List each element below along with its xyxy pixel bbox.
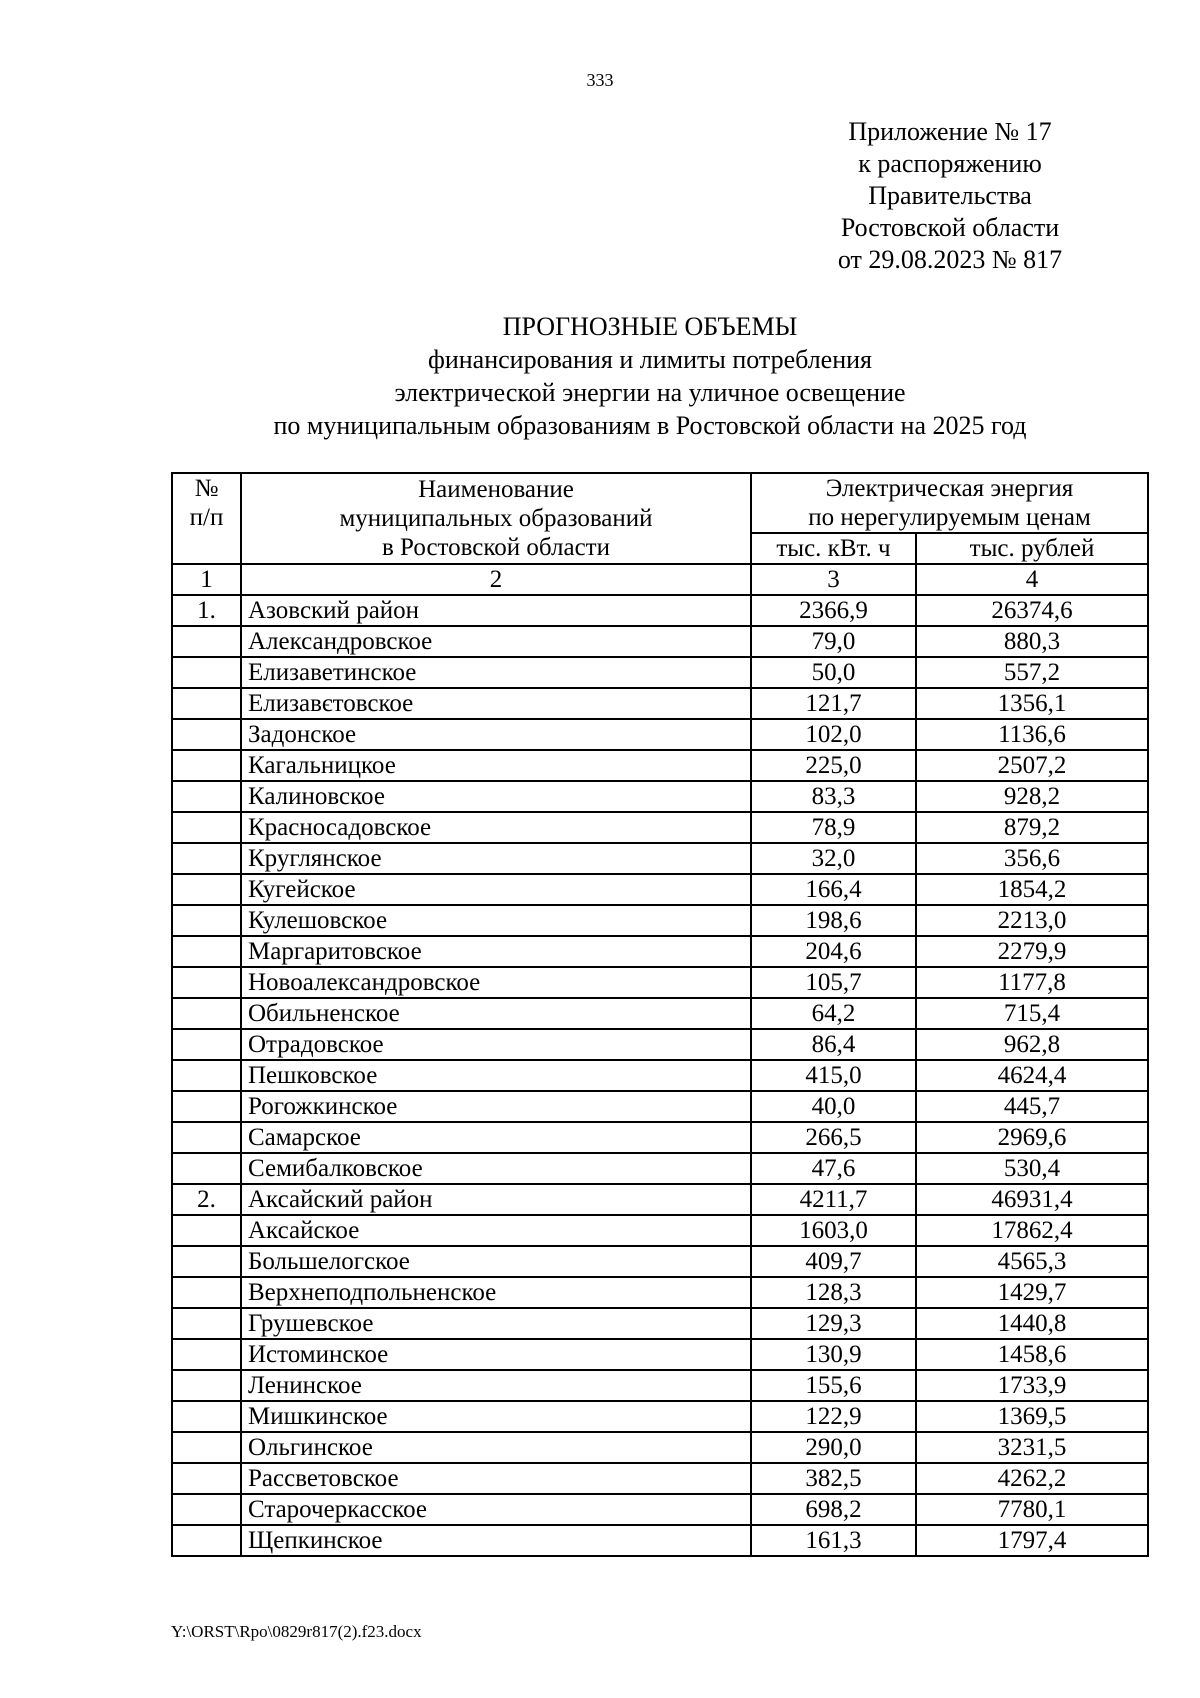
row-kwh: 83,3 bbox=[751, 781, 916, 812]
row-kwh: 122,9 bbox=[751, 1401, 916, 1432]
title-subline: финансирования и лимиты потребления bbox=[427, 345, 873, 374]
row-rub: 880,3 bbox=[916, 626, 1148, 657]
row-kwh: 128,3 bbox=[751, 1277, 916, 1308]
row-number bbox=[172, 1060, 241, 1091]
row-name: Старочеркасское bbox=[241, 1494, 751, 1525]
row-kwh: 40,0 bbox=[751, 1091, 916, 1122]
row-kwh: 698,2 bbox=[751, 1494, 916, 1525]
row-number bbox=[172, 781, 241, 812]
row-name: Рассветовское bbox=[241, 1463, 751, 1494]
row-kwh: 1603,0 bbox=[751, 1215, 916, 1246]
table-row bbox=[172, 1122, 1148, 1153]
row-kwh: 105,7 bbox=[751, 967, 916, 998]
row-kwh: 382,5 bbox=[751, 1463, 916, 1494]
header-num: № п/п bbox=[172, 473, 241, 564]
row-name: Щепкинское bbox=[241, 1525, 751, 1556]
header-kwh: тыс. кВт. ч bbox=[751, 533, 916, 564]
page-number: 333 bbox=[586, 70, 614, 90]
row-kwh: 129,3 bbox=[751, 1308, 916, 1339]
row-rub: 1356,1 bbox=[916, 688, 1148, 719]
row-name: Елизавєтовское bbox=[241, 688, 751, 719]
row-kwh: 198,6 bbox=[751, 905, 916, 936]
row-name: Круглянское bbox=[241, 843, 751, 874]
row-number bbox=[172, 750, 241, 781]
row-kwh: 130,9 bbox=[751, 1339, 916, 1370]
row-kwh: 121,7 bbox=[751, 688, 916, 719]
row-rub: 1440,8 bbox=[916, 1308, 1148, 1339]
table-row bbox=[172, 657, 1148, 688]
row-number bbox=[172, 1463, 241, 1494]
row-number bbox=[172, 1370, 241, 1401]
row-name: Ленинское bbox=[241, 1370, 751, 1401]
row-kwh: 64,2 bbox=[751, 998, 916, 1029]
appendix-line: к распоряжению bbox=[858, 149, 1042, 178]
row-number: 1. bbox=[172, 595, 241, 626]
table-row bbox=[172, 781, 1148, 812]
table-row bbox=[172, 1153, 1148, 1184]
table-row bbox=[172, 1091, 1148, 1122]
table-row bbox=[172, 1029, 1148, 1060]
table-row bbox=[172, 812, 1148, 843]
table-row bbox=[172, 595, 1148, 626]
row-kwh: 204,6 bbox=[751, 936, 916, 967]
header-name: Наименование муниципальных образований в Ростовской области bbox=[241, 473, 751, 564]
row-number bbox=[172, 1215, 241, 1246]
row-name: Новоалександровское bbox=[241, 967, 751, 998]
table-row bbox=[172, 1401, 1148, 1432]
row-rub: 1136,6 bbox=[916, 719, 1148, 750]
table-row bbox=[172, 843, 1148, 874]
row-name: Большелогское bbox=[241, 1246, 751, 1277]
appendix-line: Правительства bbox=[868, 181, 1032, 210]
table-row bbox=[172, 719, 1148, 750]
table-row bbox=[172, 1432, 1148, 1463]
row-number bbox=[172, 843, 241, 874]
row-rub: 2213,0 bbox=[916, 905, 1148, 936]
title-subline: по муниципальным образованиям в Ростовской области на 2025 год bbox=[273, 411, 1027, 440]
row-number bbox=[172, 626, 241, 657]
appendix-line: Приложение № 17 bbox=[848, 117, 1052, 146]
header-energy: Электрическая энергия по нерегулируемым ценам bbox=[751, 473, 1148, 533]
row-kwh: 102,0 bbox=[751, 719, 916, 750]
row-rub: 2969,6 bbox=[916, 1122, 1148, 1153]
title-main: ПРОГНОЗНЫЕ ОБЪЕМЫ bbox=[502, 312, 798, 341]
row-rub: 26374,6 bbox=[916, 595, 1148, 626]
row-name: Рогожкинское bbox=[241, 1091, 751, 1122]
row-number bbox=[172, 1308, 241, 1339]
row-kwh: 50,0 bbox=[751, 657, 916, 688]
table-row bbox=[172, 1494, 1148, 1525]
row-rub: 4565,3 bbox=[916, 1246, 1148, 1277]
row-number bbox=[172, 1525, 241, 1556]
row-number bbox=[172, 1122, 241, 1153]
row-rub: 4262,2 bbox=[916, 1463, 1148, 1494]
row-rub: 356,6 bbox=[916, 843, 1148, 874]
row-rub: 962,8 bbox=[916, 1029, 1148, 1060]
row-kwh: 415,0 bbox=[751, 1060, 916, 1091]
row-number bbox=[172, 1432, 241, 1463]
row-name: Кулешовское bbox=[241, 905, 751, 936]
row-name: Мишкинское bbox=[241, 1401, 751, 1432]
row-rub: 4624,4 bbox=[916, 1060, 1148, 1091]
col-number: 1 bbox=[172, 564, 241, 595]
row-number bbox=[172, 874, 241, 905]
row-number: 2. bbox=[172, 1184, 241, 1215]
row-number bbox=[172, 998, 241, 1029]
row-number bbox=[172, 688, 241, 719]
row-rub: 1854,2 bbox=[916, 874, 1148, 905]
row-kwh: 166,4 bbox=[751, 874, 916, 905]
row-rub: 879,2 bbox=[916, 812, 1148, 843]
table-row bbox=[172, 1308, 1148, 1339]
row-name: Истоминское bbox=[241, 1339, 751, 1370]
row-name: Кугейское bbox=[241, 874, 751, 905]
row-number bbox=[172, 1029, 241, 1060]
table-row bbox=[172, 1060, 1148, 1091]
row-rub: 715,4 bbox=[916, 998, 1148, 1029]
row-name: Азовский район bbox=[241, 595, 751, 626]
row-name: Аксайское bbox=[241, 1215, 751, 1246]
header-rub: тыс. рублей bbox=[916, 533, 1148, 564]
row-kwh: 2366,9 bbox=[751, 595, 916, 626]
row-name: Елизаветинское bbox=[241, 657, 751, 688]
table-row bbox=[172, 1370, 1148, 1401]
row-rub: 557,2 bbox=[916, 657, 1148, 688]
row-rub: 1177,8 bbox=[916, 967, 1148, 998]
row-rub: 1797,4 bbox=[916, 1525, 1148, 1556]
appendix-block bbox=[820, 116, 1080, 276]
document-title bbox=[160, 310, 1140, 442]
row-kwh: 4211,7 bbox=[751, 1184, 916, 1215]
row-name: Грушевское bbox=[241, 1308, 751, 1339]
row-name: Задонское bbox=[241, 719, 751, 750]
row-name: Маргаритовское bbox=[241, 936, 751, 967]
row-name: Красносадовское bbox=[241, 812, 751, 843]
row-rub: 3231,5 bbox=[916, 1432, 1148, 1463]
row-rub: 7780,1 bbox=[916, 1494, 1148, 1525]
row-kwh: 290,0 bbox=[751, 1432, 916, 1463]
row-number bbox=[172, 719, 241, 750]
row-kwh: 32,0 bbox=[751, 843, 916, 874]
row-rub: 17862,4 bbox=[916, 1215, 1148, 1246]
row-name: Кагальницкое bbox=[241, 750, 751, 781]
row-number bbox=[172, 657, 241, 688]
row-number bbox=[172, 1339, 241, 1370]
row-kwh: 266,5 bbox=[751, 1122, 916, 1153]
table-row bbox=[172, 1339, 1148, 1370]
row-number bbox=[172, 936, 241, 967]
table-row bbox=[172, 936, 1148, 967]
table-row bbox=[172, 1246, 1148, 1277]
row-name: Семибалковское bbox=[241, 1153, 751, 1184]
table-row bbox=[172, 688, 1148, 719]
row-rub: 1458,6 bbox=[916, 1339, 1148, 1370]
row-number bbox=[172, 1091, 241, 1122]
row-rub: 1369,5 bbox=[916, 1401, 1148, 1432]
col-number: 2 bbox=[241, 564, 751, 595]
row-kwh: 86,4 bbox=[751, 1029, 916, 1060]
row-number bbox=[172, 1277, 241, 1308]
row-number bbox=[172, 812, 241, 843]
row-kwh: 409,7 bbox=[751, 1246, 916, 1277]
table-row bbox=[172, 967, 1148, 998]
table-row bbox=[172, 1525, 1148, 1556]
row-rub: 1733,9 bbox=[916, 1370, 1148, 1401]
row-name: Самарское bbox=[241, 1122, 751, 1153]
row-name: Ольгинское bbox=[241, 1432, 751, 1463]
row-kwh: 225,0 bbox=[751, 750, 916, 781]
col-number: 3 bbox=[751, 564, 916, 595]
row-name: Обильненское bbox=[241, 998, 751, 1029]
title-subline: электрической энергии на уличное освещение bbox=[394, 378, 906, 407]
row-kwh: 79,0 bbox=[751, 626, 916, 657]
table-row bbox=[172, 1463, 1148, 1494]
row-number bbox=[172, 905, 241, 936]
row-rub: 530,4 bbox=[916, 1153, 1148, 1184]
row-name: Отрадовское bbox=[241, 1029, 751, 1060]
row-number bbox=[172, 1246, 241, 1277]
table-row bbox=[172, 905, 1148, 936]
table-row bbox=[172, 874, 1148, 905]
appendix-line: Ростовской области bbox=[840, 213, 1060, 242]
row-rub: 2507,2 bbox=[916, 750, 1148, 781]
row-rub: 46931,4 bbox=[916, 1184, 1148, 1215]
row-name: Калиновское bbox=[241, 781, 751, 812]
row-number bbox=[172, 1153, 241, 1184]
row-kwh: 155,6 bbox=[751, 1370, 916, 1401]
row-rub: 2279,9 bbox=[916, 936, 1148, 967]
row-rub: 1429,7 bbox=[916, 1277, 1148, 1308]
row-name: Пешковское bbox=[241, 1060, 751, 1091]
table-row bbox=[172, 1215, 1148, 1246]
row-name: Аксайский район bbox=[241, 1184, 751, 1215]
data-table bbox=[171, 472, 1149, 1557]
col-number: 4 bbox=[916, 564, 1148, 595]
row-rub: 928,2 bbox=[916, 781, 1148, 812]
table-row bbox=[172, 750, 1148, 781]
row-number bbox=[172, 1494, 241, 1525]
row-rub: 445,7 bbox=[916, 1091, 1148, 1122]
row-kwh: 47,6 bbox=[751, 1153, 916, 1184]
row-kwh: 161,3 bbox=[751, 1525, 916, 1556]
appendix-line: от 29.08.2023 № 817 bbox=[837, 245, 1063, 274]
row-name: Александровское bbox=[241, 626, 751, 657]
row-kwh: 78,9 bbox=[751, 812, 916, 843]
file-path-footer: Y:\ORST\Rpo\0829r817(2).f23.docx bbox=[171, 1622, 422, 1641]
table-row bbox=[172, 626, 1148, 657]
table-row bbox=[172, 1277, 1148, 1308]
table-row bbox=[172, 998, 1148, 1029]
table-row bbox=[172, 1184, 1148, 1215]
row-number bbox=[172, 967, 241, 998]
row-name: Верхнеподпольненское bbox=[241, 1277, 751, 1308]
row-number bbox=[172, 1401, 241, 1432]
